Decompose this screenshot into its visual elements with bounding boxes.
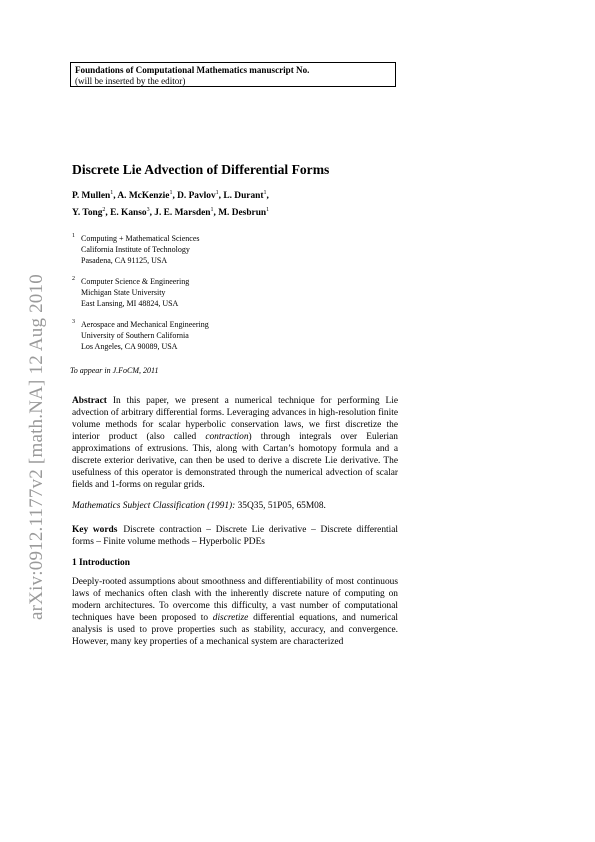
paper-title: Discrete Lie Advection of Differential Forms — [72, 162, 330, 177]
author-affiliation-mark: 3 — [146, 207, 150, 213]
affiliation-line: Aerospace and Mechanical Engineering — [81, 320, 209, 329]
author-name: Y. Tong — [72, 208, 103, 218]
author-affiliation-mark: 1 — [266, 207, 270, 213]
author-separator: , — [113, 191, 118, 201]
publication-note: To appear in J.FoCM, 2011 — [70, 366, 159, 375]
affiliation-text — [81, 233, 199, 266]
keywords — [72, 524, 398, 548]
author-name: A. McKenzie — [117, 191, 170, 201]
affiliation-line: Michigan State University — [81, 288, 166, 297]
intro-text: Deeply-rooted assumptions about smoothness and differentiability of most continuous laws of mechanics often clash with the inherently discrete nature of computing on modern architectures. To overcome this difficulty, a vast number of computational techniques have been proposed to — [72, 577, 398, 623]
abstract-label: Abstract — [72, 396, 107, 406]
affiliation-text — [81, 319, 209, 352]
manuscript-header-box — [70, 62, 396, 87]
author-affiliation-mark: 1 — [210, 207, 214, 213]
introduction-paragraph — [72, 576, 398, 648]
author-affiliation-mark: 1 — [110, 190, 114, 196]
section-heading-introduction: 1 Introduction — [72, 558, 130, 568]
author-separator: , — [266, 191, 269, 201]
author-line-1 — [72, 186, 269, 203]
author-name: P. Mullen — [72, 191, 111, 201]
author-separator: , — [218, 191, 224, 201]
author-name: J. E. Marsden — [154, 208, 211, 218]
msc-codes: 35Q35, 51P05, 65M08. — [237, 501, 326, 511]
author-list — [72, 186, 269, 220]
abstract-text-cont: ) through integrals over Eulerian approximations of extrusions. This, along with Cartan’s homotopy formula and a discrete exterior derivative, can then be used to derive a discrete Lie derivative. The usefulness of this operator is demonstrated through the numerical advection of scalar fields and 1-forms on regular grids. — [72, 432, 398, 490]
author-affiliation-mark: 2 — [102, 207, 106, 213]
affiliation-line: Computing + Mathematical Sciences — [81, 234, 200, 243]
abstract-emphasis: contraction — [205, 432, 249, 442]
author-name: L. Durant — [223, 191, 264, 201]
abstract — [72, 395, 398, 491]
affiliation-number: 3 — [72, 319, 75, 325]
author-separator: , — [105, 208, 111, 218]
affiliation-number: 1 — [72, 233, 75, 239]
affiliation-line: East Lansing, MI 48824, USA — [81, 299, 179, 308]
author-affiliation-mark: 1 — [215, 190, 219, 196]
intro-emphasis: discretize — [212, 613, 249, 623]
keywords-text: Discrete contraction – Discrete Lie derivative – Discrete differential forms – Finite volume methods – Hyperbolic PDEs — [72, 525, 398, 547]
abstract-text: In this paper, we present a numerical technique for performing Lie advection of arbitrary differential forms. Leveraging advances in high-resolution finite volume methods for scalar hyperbolic conservation laws, we first discretize the interior product (also called — [72, 396, 398, 442]
editor-line: (will be inserted by the editor) — [75, 76, 186, 86]
affiliation-line: Pasadena, CA 91125, USA — [81, 256, 168, 265]
affiliation-line: University of Southern California — [81, 331, 189, 340]
affiliation-text — [81, 276, 189, 309]
intro-text-cont: differential equations, and numerical analysis is used to prove properties such as stability, accuracy, and convergence. However, many key properties of a mechanical system are characterized — [72, 613, 398, 647]
author-name: M. Desbrun — [218, 208, 267, 218]
arxiv-identifier[interactable]: arXiv:0912.1177v2 [math.NA] 12 Aug 2010 — [26, 274, 47, 620]
author-name: E. Kanso — [110, 208, 147, 218]
affiliation-number: 2 — [72, 276, 75, 282]
author-affiliation-mark: 1 — [169, 190, 173, 196]
msc-classification — [72, 501, 326, 511]
affiliation-line: Computer Science & Engineering — [81, 277, 190, 286]
journal-line: Foundations of Computational Mathematics manuscript No. — [75, 65, 310, 75]
author-separator: , — [149, 208, 155, 218]
author-name: D. Pavlov — [177, 191, 216, 201]
affiliation-line: California Institute of Technology — [81, 245, 190, 254]
author-affiliation-mark: 1 — [263, 190, 267, 196]
affiliation-line: Los Angeles, CA 90089, USA — [81, 342, 178, 351]
author-separator: , — [172, 191, 178, 201]
msc-label: Mathematics Subject Classification (1991): — [72, 501, 236, 511]
keywords-label: Key words — [72, 525, 118, 535]
author-separator: , — [213, 208, 219, 218]
author-line-2 — [72, 203, 269, 220]
